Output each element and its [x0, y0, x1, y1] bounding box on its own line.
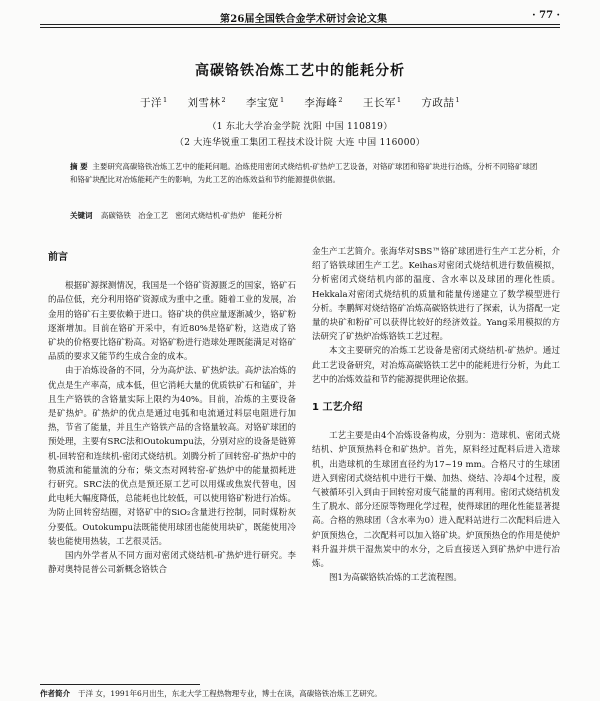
keyword: 冶金工艺 — [138, 211, 169, 220]
header-rule — [40, 24, 560, 25]
conference-title: 第26届全国铁合金学术研讨会论文集 — [220, 14, 388, 25]
left-column — [48, 245, 296, 577]
keyword: 高碳铬铁 — [100, 211, 131, 220]
footnote-text: 于洋 女，1991年6月出生，东北大学工程热物理专业，博士在读，高碳铬铁冶炼工艺研究。 — [78, 689, 382, 698]
author: 刘雪林$^2$ — [187, 95, 227, 109]
affiliation-1: （1 东北大学冶金学院 沈阳 中国 110819） — [207, 122, 393, 132]
header-rule-thin — [40, 27, 560, 28]
author: 李海峰$^2$ — [304, 95, 344, 109]
page-number: · 77 · — [532, 10, 560, 21]
affiliation-2: （2 大连华锐重工集团工程技术设计院 大连 中国 116000） — [174, 138, 426, 148]
abstract-text: 主要研究高碳铬铁冶炼工艺中的能耗问题。冶炼使用密闭式烧结机-矿热炉工艺设备，对铬矿球团和铬矿块进行冶炼，分析不同铬矿球团和铬矿块配比对冶炼能耗产生的影响，为此工艺的冶炼效益和节约能源提供依据。 — [70, 162, 538, 184]
author: 李宝宽$^1$ — [245, 95, 285, 109]
footnote-rule — [40, 684, 200, 685]
abstract-label: 摘 要 — [70, 162, 88, 171]
section-heading-preface: 前言 — [48, 252, 68, 263]
figure-reference: 图1为高碳铬铁冶炼的工艺流程图。 — [329, 573, 462, 584]
abstract — [70, 160, 540, 186]
keyword: 能耗分析 — [252, 211, 283, 220]
paragraph: 根据矿源探测情况，我国是一个铬矿资源匮乏的国家，铬矿石的品位低，充分利用铬矿资源成为重中之重。随着工业的发展，冶金用的铬矿石主要依赖于进口。铬矿块的供应量逐渐减少，铬矿粉逐渐增加。目前在铬矿开采中，有近80%是铬矿粉，这造成了铬矿块的价格要比铬矿粉高。对铬矿粉进行造球处理既能满足对铬矿品质的要求又能节约生成合金的成本。 — [48, 281, 296, 363]
keyword: 密闭式烧结机-矿热炉 — [175, 211, 246, 220]
section-heading-1: 1 工艺介绍 — [312, 402, 363, 414]
footnote-label: 作者简介 — [40, 689, 70, 698]
right-column — [312, 245, 560, 585]
paragraph: 本文主要研究的冶炼工艺设备是密闭式烧结机-矿热炉。通过此工艺设备研究，对冶炼高碳铬铁工艺中的能耗进行分析，为此工艺中的冶炼效益和节约能源提供理论依据。 — [312, 346, 560, 385]
paragraph: 金生产工艺简介。张海华对SBS™铬矿球团进行生产工艺分析，介绍了铬铁球团生产工艺。Keihas对密闭式烧结机进行数值模拟，分析密闭式烧结机内部的温度、含水率以及球团的理化性质。Hekkala对密闭式烧结机的质量和能量传递建立了数学模型进行分析。李鹏辉对烧结铬矿冶炼高碳铬铁进行了探索，认为搭配一定量的块矿和粉矿可以获得比较好的经济效益。Yang采用模拟的方法研究了矿热炉冶炼铬铁工艺过程。 — [312, 247, 560, 343]
paragraph: 由于冶炼设备的不同，分为高炉法、矿热炉法。高炉法冶炼的优点是生产率高，成本低，但它消耗大量的优质铁矿石和锰矿，并且生产铬铁的含铬量实际上限约为40%。目前，冶炼的主要设备是矿热炉。矿热炉的优点是通过电弧和电流通过料层电阻进行加热，节省了能量，并且生产铬铁产品的含铬量较高。对铬矿球团的预处理，主要有SRC法和Outokumpu法，分别对应的设备是链箅机-回转窑和连续机-密闭式烧结机。刘腾分析了回转窑-矿热炉中的物质流和能量流的分布；柴文杰对网转窑-矿热炉中的能量损耗进行研究。SRC法的优点是预还原工艺可以用煤或焦炭代替电，因此电耗大幅度降低，总能耗也比较低，可以使用铬矿粉进行冶炼。为防止回转窑结圈，对铬矿中的SiO₂含量进行控制，同时煤粉灰分要低。Outokumpu法既能使用球团也能使用块矿，既能使用冷装也能使用热装，工艺很灵活。 — [48, 366, 296, 547]
paragraph: 国内外学者从不同方面对密闭式烧结机-矿热炉进行研究。李静对奥特昆普公司新概念铬铁合 — [48, 551, 296, 576]
running-header — [40, 8, 560, 24]
author: 于洋$^1$ — [139, 95, 168, 109]
keywords-label: 关键词 — [70, 211, 93, 220]
author-footnote — [40, 688, 560, 699]
paragraph: 工艺主要是由4个冶炼设备构成，分别为：造球机、密闭式烧结机、炉顶预热料仓和矿热炉。首先，原料经过配料后进入造球机，出造球机的生球团直径约为17~19 mm。合格尺寸的生球团进入到密闭式烧结机中进行干燥、加热、烧结、冷却4个过程，废气被循环引入到由于回转窑对废气能量的再利用。密闭式烧结机发生了脱水、部分还原等物理化学过程，使得球团的理化性能显著提高。合格的熟球团（含水率为0）进入配料站进行二次配料后进入炉顶预热仓，二次配料可以加入铬矿块。炉顶预热仓的作用是使炉料升温并烘干湿焦炭中的水分，之后直接送入到矿热炉中进行冶炼。 — [312, 431, 560, 570]
author: 王长军$^1$ — [362, 95, 402, 109]
keywords — [70, 210, 540, 221]
author-list — [0, 95, 600, 110]
author: 方政喆$^1$ — [421, 95, 461, 109]
paper-title: 高碳铬铁冶炼工艺中的能耗分析 — [195, 63, 405, 79]
